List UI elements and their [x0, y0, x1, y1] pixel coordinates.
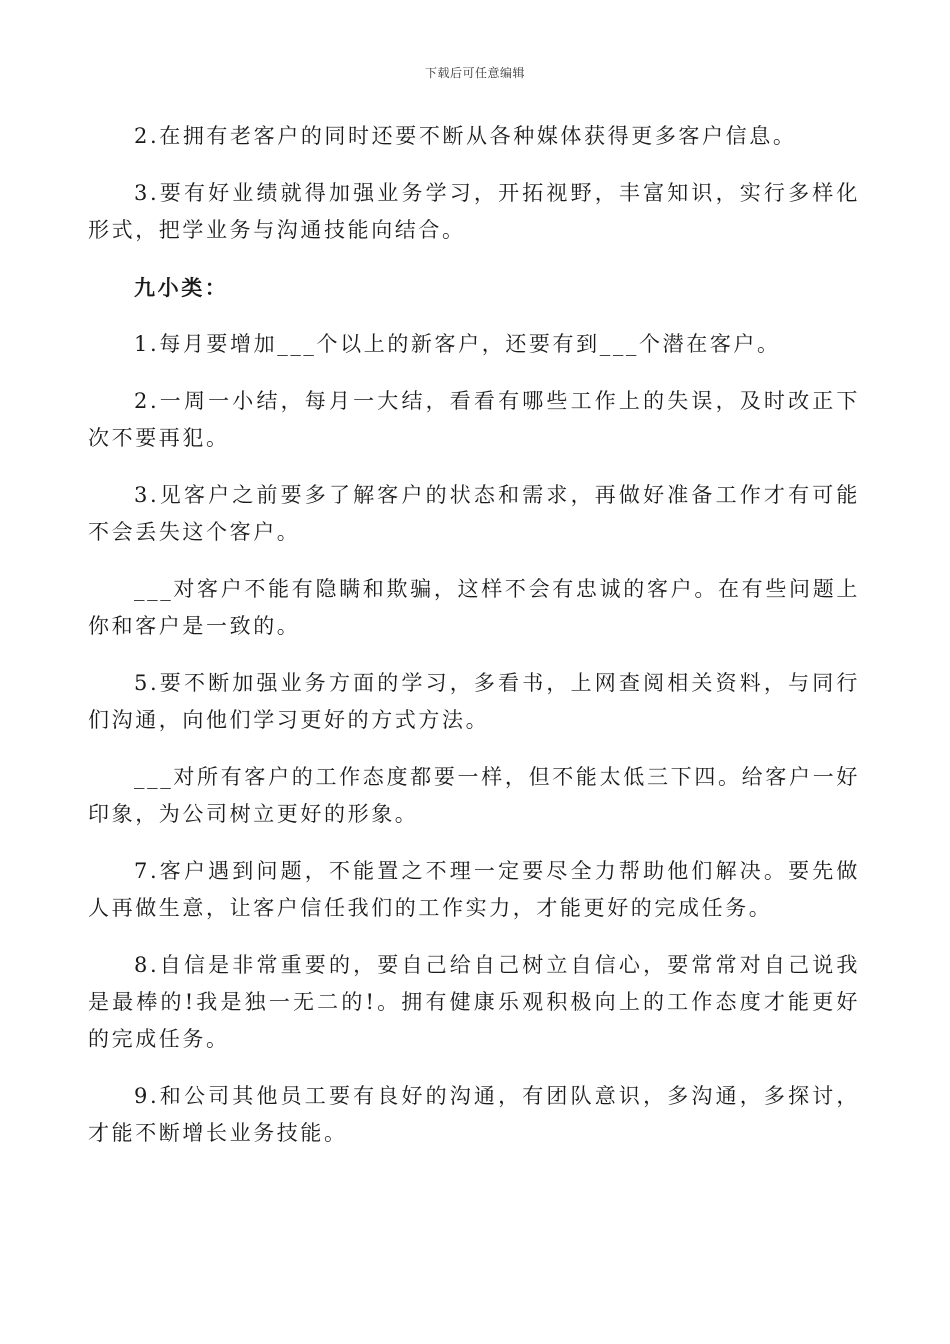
list-item: ___对客户不能有隐瞒和欺骗，这样不会有忠诚的客户。在有些问题上你和客户是一致的。 [88, 577, 860, 638]
paragraph: 2.在拥有老客户的同时还要不断从各种媒体获得更多客户信息。 [134, 124, 797, 148]
list-item: 2.一周一小结，每月一大结，看看有哪些工作上的失误，及时改正下次不要再犯。 [88, 389, 860, 450]
list-item: 7.客户遇到问题，不能置之不理一定要尽全力帮助他们解决。要先做人再做生意，让客户信任我们的工作实力，才能更好的完成任务。 [88, 859, 860, 920]
list-item: 1.每月要增加___个以上的新客户，还要有到___个潜在客户。 [134, 332, 781, 356]
page-header-note: 下载后可任意编辑 [424, 66, 525, 80]
paragraph: 3.要有好业绩就得加强业务学习，开拓视野，丰富知识，实行多样化形式，把学业务与沟通技能向结合。 [88, 181, 860, 242]
section-heading: 九小类： [134, 275, 229, 300]
list-item: 5.要不断加强业务方面的学习，多看书，上网查阅相关资料，与同行们沟通，向他们学习更好的方式方法。 [88, 671, 860, 732]
list-item: 3.见客户之前要多了解客户的状态和需求，再做好准备工作才有可能不会丢失这个客户。 [88, 483, 860, 544]
list-item: ___对所有客户的工作态度都要一样，但不能太低三下四。给客户一好印象，为公司树立更好的形象。 [88, 765, 860, 826]
document-body [88, 118, 860, 1172]
list-item: 8.自信是非常重要的，要自己给自己树立自信心，要常常对自己说我是最棒的!我是独一无二的!。拥有健康乐观积极向上的工作态度才能更好的完成任务。 [88, 953, 860, 1051]
list-item: 9.和公司其他员工要有良好的沟通，有团队意识，多沟通，多探讨，才能不断增长业务技能。 [88, 1084, 860, 1145]
